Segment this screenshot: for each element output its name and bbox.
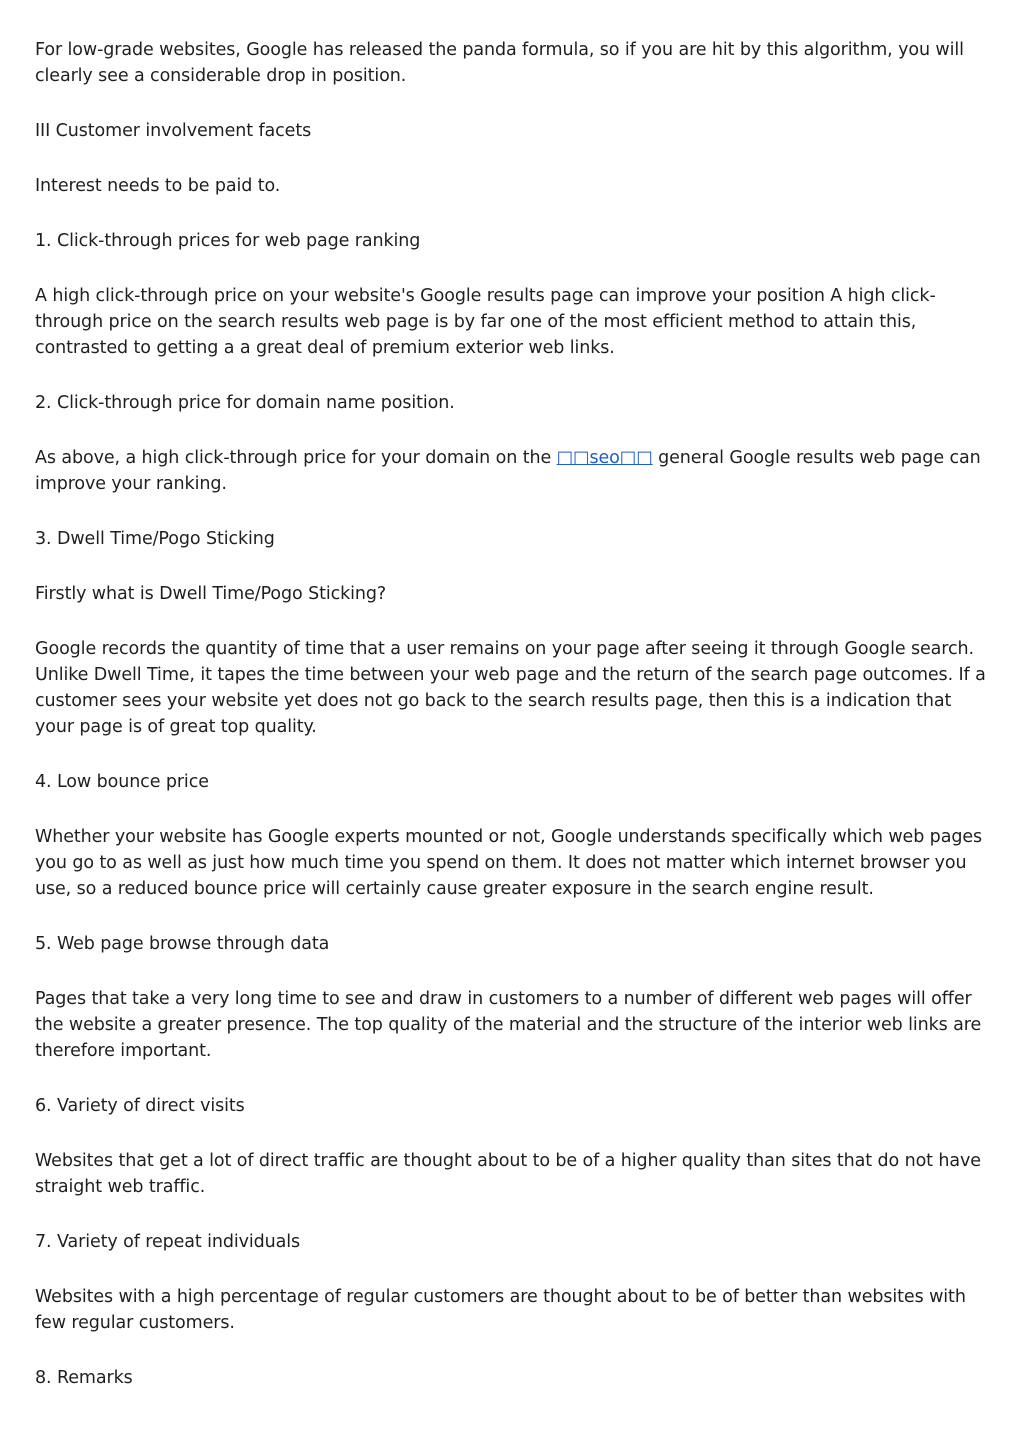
item-heading-repeat-individuals: 7. Variety of repeat individuals	[35, 1232, 301, 1252]
paragraph-dwell-time-question: Firstly what is Dwell Time/Pogo Sticking?	[35, 584, 387, 604]
paragraph-bounce: Whether your website has Google experts mounted or not, Google understands specifically which web pages you go to as well as just how much time you spend on them. It does not matter which internet browser you use, so a reduced bounce price will certainly cause greater exposure in the search engine result.	[35, 827, 983, 899]
paragraph-repeat-individuals: Websites with a high percentage of regular customers are thought about to be of better than websites with few regular customers.	[35, 1287, 966, 1333]
item-heading-click-through-domain: 2. Click-through price for domain name position.	[35, 393, 455, 413]
item-heading-dwell-time: 3. Dwell Time/Pogo Sticking	[35, 529, 275, 549]
seo-link[interactable]: □□seo□□	[556, 448, 653, 468]
section-heading-customer-involvement: III Customer involvement facets	[35, 121, 312, 141]
paragraph-click-through-page: A high click-through price on your website's Google results page can improve your position A high click-through price on the search results web page is by far one of the most efficient method to attain this, contrasted to getting a a great deal of premium exterior web links.	[35, 286, 936, 358]
paragraph-panda: For low-grade websites, Google has released the panda formula, so if you are hit by this algorithm, you will clearly see a considerable drop in position.	[35, 40, 964, 86]
item-heading-remarks: 8. Remarks	[35, 1368, 133, 1388]
paragraph-interest: Interest needs to be paid to.	[35, 176, 281, 196]
paragraph-text-before-link: As above, a high click-through price for your domain on the	[35, 448, 557, 468]
item-heading-direct-visits: 6. Variety of direct visits	[35, 1096, 245, 1116]
item-heading-page-data: 5. Web page browse through data	[35, 934, 330, 954]
paragraph-click-through-domain	[35, 445, 995, 497]
item-heading-click-through-page: 1. Click-through prices for web page ranking	[35, 231, 421, 251]
item-heading-bounce: 4. Low bounce price	[35, 772, 209, 792]
paragraph-page-data: Pages that take a very long time to see and draw in customers to a number of different web pages will offer the website a greater presence. The top quality of the material and the structure of the interior web links are therefore important.	[35, 989, 982, 1061]
paragraph-text-after-link: general Google results web page can improve your ranking.	[35, 448, 981, 494]
paragraph-dwell-time: Google records the quantity of time that a user remains on your page after seeing it through Google search. Unlike Dwell Time, it tapes the time between your web page and the return of the search page outcomes. If a customer sees your website yet does not go back to the search results page, then this is a indication that your page is of great top quality.	[35, 639, 986, 737]
paragraph-direct-visits: Websites that get a lot of direct traffic are thought about to be of a higher quality than sites that do not have straight web traffic.	[35, 1151, 981, 1197]
document-body	[35, 37, 995, 1420]
